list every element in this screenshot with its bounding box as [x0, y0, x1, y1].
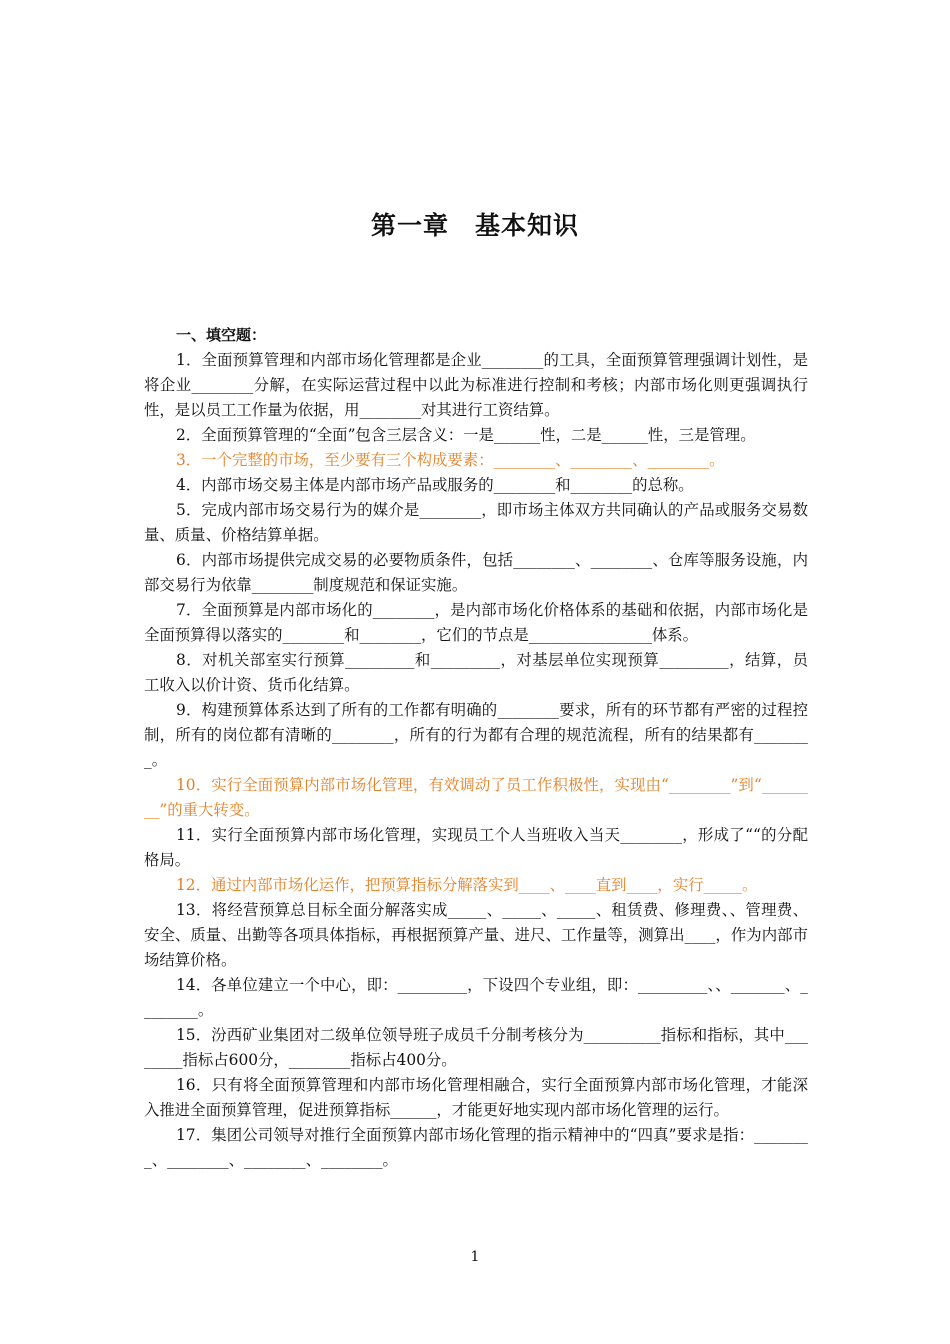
question-list	[144, 348, 808, 1173]
question-item: 17．集团公司领导对推行全面预算内部市场化管理的指示精神中的“四真”要求是指：________、________、________、________。	[144, 1126, 808, 1169]
question-item-highlighted: 3．一个完整的市场，至少要有三个构成要素：________、________、________。	[176, 451, 725, 469]
question-item-highlighted: 10．实行全面预算内部市场化管理，有效调动了员工作积极性，实现由“________”到“________”的重大转变。	[144, 776, 808, 819]
question-item: 6．内部市场提供完成交易的必要物质条件，包括________、________、仓库等服务设施，内部交易行为依靠________制度规范和保证实施。	[144, 551, 808, 594]
question-item: 5．完成内部市场交易行为的媒介是________，即市场主体双方共同确认的产品或服务交易数量、质量、价格结算单据。	[144, 501, 808, 544]
question-item: 9．构建预算体系达到了所有的工作都有明确的________要求，所有的环节都有严密的过程控制，所有的岗位都有清晰的________，所有的行为都有合理的规范流程，所有的结果都有________。	[144, 701, 808, 769]
question-item: 8．对机关部室实行预算_________和_________，对基层单位实现预算_________，结算，员工收入以价计资、货币化结算。	[144, 651, 808, 694]
question-item: 16．只有将全面预算管理和内部市场化管理相融合，实行全面预算内部市场化管理，才能深入推进全面预算管理，促进预算指标______，才能更好地实现内部市场化管理的运行。	[144, 1076, 808, 1119]
question-item: 13．将经营预算总目标全面分解落实成_____、_____、_____、租赁费、修理费、、管理费、安全、质量、出勤等各项具体指标，再根据预算产量、进尺、工作量等，测算出____，作为内部市场结算价格。	[144, 901, 808, 969]
question-item: 4．内部市场交易主体是内部市场产品或服务的________和________的总称。	[176, 476, 694, 494]
question-item: 15．汾西矿业集团对二级单位领导班子成员千分制考核分为__________指标和指标，其中________指标占600分，________指标占400分。	[144, 1026, 808, 1069]
question-item: 7．全面预算是内部市场化的________，是内部市场化价格体系的基础和依据，内部市场化是全面预算得以落实的________和________，它们的节点是________________体系。	[144, 601, 808, 644]
question-item-highlighted: 12．通过内部市场化运作，把预算指标分解落实到____、____直到____，实行_____。	[176, 876, 758, 894]
section-heading: 一、填空题：	[176, 326, 267, 344]
page-number: 1	[470, 1249, 480, 1265]
question-item: 1．全面预算管理和内部市场化管理都是企业________的工具，全面预算管理强调计划性，是将企业________分解，在实际运营过程中以此为标准进行控制和考核；内部市场化则更强调执行性，是以员工工作量为依据，用________对其进行工资结算。	[144, 351, 808, 419]
question-item: 14．各单位建立一个中心，即：_________，下设四个专业组，即：_________、、_______、________。	[144, 976, 808, 1019]
question-item: 11．实行全面预算内部市场化管理，实现员工个人当班收入当天________，形成了““的分配格局。	[144, 826, 808, 869]
question-item: 2．全面预算管理的“全面”包含三层含义：一是______性，二是______性，三是管理。	[176, 426, 756, 444]
chapter-title: 第一章 基本知识	[370, 211, 579, 240]
